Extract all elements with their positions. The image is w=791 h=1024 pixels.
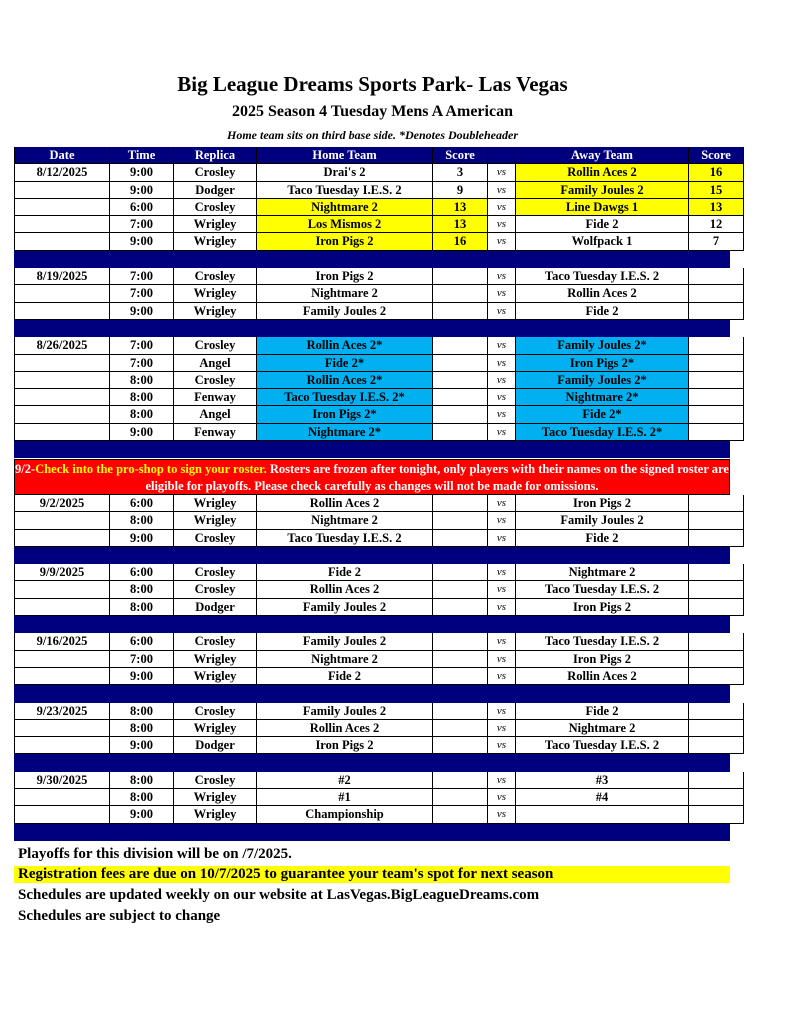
field-cell: Dodger <box>174 737 257 754</box>
table-row <box>14 216 730 233</box>
header-home-score: Score <box>433 147 488 164</box>
time-cell: 8:00 <box>110 599 174 616</box>
week-separator <box>14 824 730 841</box>
table-row <box>14 720 730 737</box>
table-row <box>14 389 730 406</box>
away-team-cell: Iron Pigs 2* <box>516 355 689 372</box>
time-cell: 9:00 <box>110 303 174 320</box>
table-header-row <box>14 147 730 164</box>
date-cell <box>14 737 110 754</box>
vs-cell: vs <box>488 182 516 199</box>
time-cell: 7:00 <box>110 355 174 372</box>
field-cell: Crosley <box>174 164 257 181</box>
date-cell <box>14 303 110 320</box>
table-row <box>14 233 730 250</box>
away-score-cell: 12 <box>689 216 744 233</box>
away-team-cell: Iron Pigs 2 <box>516 495 689 512</box>
time-cell: 8:00 <box>110 581 174 598</box>
vs-cell: vs <box>488 303 516 320</box>
vs-cell: vs <box>488 806 516 823</box>
home-team-note: Home team sits on third base side. *Denotes Doubleheader <box>227 128 518 142</box>
field-cell: Crosley <box>174 772 257 789</box>
date-cell <box>14 216 110 233</box>
week-separator <box>14 754 730 771</box>
field-cell: Dodger <box>174 182 257 199</box>
field-cell: Crosley <box>174 581 257 598</box>
week-separator <box>14 547 730 564</box>
home-score-cell <box>433 406 488 423</box>
away-score-cell <box>689 424 744 441</box>
home-team-cell: Taco Tuesday I.E.S. 2 <box>257 182 433 199</box>
away-score-cell <box>689 268 744 285</box>
away-score-cell <box>689 372 744 389</box>
home-score-cell <box>433 530 488 547</box>
away-team-cell: Taco Tuesday I.E.S. 2 <box>516 633 689 650</box>
home-score-cell <box>433 564 488 581</box>
home-team-cell: Taco Tuesday I.E.S. 2* <box>257 389 433 406</box>
away-team-cell: Family Joules 2* <box>516 372 689 389</box>
away-team-cell: Taco Tuesday I.E.S. 2 <box>516 737 689 754</box>
table-row <box>14 268 730 285</box>
date-cell <box>14 806 110 823</box>
time-cell: 9:00 <box>110 424 174 441</box>
time-cell: 9:00 <box>110 737 174 754</box>
page-subtitle: 2025 Season 4 Tuesday Mens A American <box>232 103 513 120</box>
time-cell: 8:00 <box>110 372 174 389</box>
away-team-cell: Family Joules 2 <box>516 182 689 199</box>
home-score-cell <box>433 337 488 354</box>
away-score-cell <box>689 651 744 668</box>
away-team-cell: Family Joules 2 <box>516 512 689 529</box>
home-team-cell: Nightmare 2 <box>257 651 433 668</box>
table-row <box>14 703 730 720</box>
date-cell <box>14 424 110 441</box>
notice-highlight: Check into the pro-shop to sign your roster. <box>35 462 267 476</box>
home-score-cell <box>433 268 488 285</box>
table-row <box>14 303 730 320</box>
home-team-cell: Fide 2 <box>257 564 433 581</box>
date-cell <box>14 789 110 806</box>
vs-cell: vs <box>488 633 516 650</box>
home-team-cell: Nightmare 2* <box>257 424 433 441</box>
vs-cell: vs <box>488 337 516 354</box>
away-score-cell <box>689 599 744 616</box>
away-team-cell: Rollin Aces 2 <box>516 668 689 685</box>
vs-cell: vs <box>488 268 516 285</box>
away-score-cell <box>689 303 744 320</box>
website-note: Schedules are updated weekly on our website at LasVegas.BigLeagueDreams.com <box>18 887 540 903</box>
home-team-cell: Taco Tuesday I.E.S. 2 <box>257 530 433 547</box>
vs-cell: vs <box>488 372 516 389</box>
week-separator <box>14 251 730 268</box>
table-row <box>14 285 730 302</box>
away-score-cell <box>689 703 744 720</box>
schedule-rows-september <box>14 495 730 841</box>
registration-note: Registration fees are due on 10/7/2025 to guarantee your team's spot for next season <box>14 866 730 883</box>
away-score-cell <box>689 668 744 685</box>
vs-cell: vs <box>488 424 516 441</box>
home-score-cell <box>433 737 488 754</box>
table-row <box>14 495 730 512</box>
field-cell: Crosley <box>174 530 257 547</box>
time-cell: 9:00 <box>110 164 174 181</box>
away-team-cell: #4 <box>516 789 689 806</box>
home-team-cell: Nightmare 2 <box>257 512 433 529</box>
away-score-cell: 7 <box>689 233 744 250</box>
field-cell: Crosley <box>174 337 257 354</box>
away-team-cell: Nightmare 2 <box>516 564 689 581</box>
time-cell: 9:00 <box>110 668 174 685</box>
date-cell <box>14 581 110 598</box>
field-cell: Wrigley <box>174 512 257 529</box>
away-team-cell: Family Joules 2* <box>516 337 689 354</box>
away-score-cell <box>689 337 744 354</box>
away-score-cell <box>689 530 744 547</box>
date-cell <box>14 599 110 616</box>
field-cell: Angel <box>174 406 257 423</box>
table-row <box>14 372 730 389</box>
time-cell: 8:00 <box>110 389 174 406</box>
home-score-cell <box>433 599 488 616</box>
time-cell: 6:00 <box>110 564 174 581</box>
home-score-cell: 13 <box>433 216 488 233</box>
home-team-cell: Iron Pigs 2* <box>257 406 433 423</box>
field-cell: Wrigley <box>174 233 257 250</box>
schedule-change-note: Schedules are subject to change <box>18 908 221 924</box>
away-team-cell: Fide 2 <box>516 303 689 320</box>
home-score-cell <box>433 651 488 668</box>
home-score-cell <box>433 372 488 389</box>
away-team-cell: Rollin Aces 2 <box>516 285 689 302</box>
table-row <box>14 581 730 598</box>
home-score-cell: 13 <box>433 199 488 216</box>
away-score-cell <box>689 564 744 581</box>
home-team-cell: Championship <box>257 806 433 823</box>
field-cell: Dodger <box>174 599 257 616</box>
date-cell <box>14 720 110 737</box>
away-team-cell: Iron Pigs 2 <box>516 599 689 616</box>
field-cell: Wrigley <box>174 668 257 685</box>
home-score-cell: 3 <box>433 164 488 181</box>
table-row <box>14 599 730 616</box>
vs-cell: vs <box>488 668 516 685</box>
field-cell: Wrigley <box>174 303 257 320</box>
vs-cell: vs <box>488 772 516 789</box>
table-row <box>14 199 730 216</box>
table-row <box>14 789 730 806</box>
date-cell: 8/12/2025 <box>14 164 110 181</box>
table-row <box>14 564 730 581</box>
week-separator <box>14 441 730 458</box>
field-cell: Crosley <box>174 268 257 285</box>
date-cell <box>14 199 110 216</box>
field-cell: Crosley <box>174 703 257 720</box>
header-away-score: Score <box>689 147 744 164</box>
field-cell: Fenway <box>174 389 257 406</box>
table-row <box>14 406 730 423</box>
header-away-team: Away Team <box>516 147 689 164</box>
vs-cell: vs <box>488 164 516 181</box>
home-score-cell <box>433 424 488 441</box>
header-time: Time <box>110 147 174 164</box>
vs-cell: vs <box>488 355 516 372</box>
vs-cell: vs <box>488 564 516 581</box>
home-score-cell <box>433 703 488 720</box>
home-score-cell <box>433 633 488 650</box>
date-cell: 9/2/2025 <box>14 495 110 512</box>
table-row <box>14 651 730 668</box>
date-cell: 9/16/2025 <box>14 633 110 650</box>
notice-date: 9/2- <box>15 462 36 476</box>
home-team-cell: Fide 2* <box>257 355 433 372</box>
table-row <box>14 772 730 789</box>
vs-cell: vs <box>488 530 516 547</box>
date-cell <box>14 355 110 372</box>
table-row <box>14 355 730 372</box>
schedule-table <box>14 147 730 458</box>
home-team-cell: Nightmare 2 <box>257 199 433 216</box>
away-team-cell: Taco Tuesday I.E.S. 2 <box>516 581 689 598</box>
home-team-cell: #1 <box>257 789 433 806</box>
home-team-cell: Iron Pigs 2 <box>257 233 433 250</box>
page-title: Big League Dreams Sports Park- Las Vegas <box>177 72 568 96</box>
vs-cell: vs <box>488 703 516 720</box>
away-team-cell: Line Dawgs 1 <box>516 199 689 216</box>
date-cell: 8/19/2025 <box>14 268 110 285</box>
home-score-cell <box>433 806 488 823</box>
date-cell <box>14 512 110 529</box>
date-cell <box>14 233 110 250</box>
date-cell: 9/23/2025 <box>14 703 110 720</box>
vs-cell: vs <box>488 789 516 806</box>
home-score-cell <box>433 303 488 320</box>
vs-cell: vs <box>488 720 516 737</box>
away-score-cell <box>689 406 744 423</box>
away-team-cell: Iron Pigs 2 <box>516 651 689 668</box>
table-row <box>14 512 730 529</box>
field-cell: Crosley <box>174 199 257 216</box>
home-team-cell: Iron Pigs 2 <box>257 737 433 754</box>
table-row <box>14 424 730 441</box>
time-cell: 7:00 <box>110 285 174 302</box>
home-team-cell: Rollin Aces 2 <box>257 495 433 512</box>
away-team-cell: Fide 2 <box>516 216 689 233</box>
roster-notice-banner <box>14 459 730 495</box>
date-cell: 9/9/2025 <box>14 564 110 581</box>
away-score-cell <box>689 772 744 789</box>
away-team-cell: Nightmare 2 <box>516 720 689 737</box>
away-team-cell: Taco Tuesday I.E.S. 2* <box>516 424 689 441</box>
home-team-cell: Family Joules 2 <box>257 599 433 616</box>
time-cell: 8:00 <box>110 703 174 720</box>
time-cell: 6:00 <box>110 495 174 512</box>
table-row <box>14 337 730 354</box>
notice-text: Rosters are frozen after tonight, only players with their names on the signed roster are eligible for playoffs. Please check carefully as changes will not be made for omissions. <box>145 462 729 493</box>
vs-cell: vs <box>488 737 516 754</box>
field-cell: Angel <box>174 355 257 372</box>
date-cell <box>14 668 110 685</box>
vs-cell: vs <box>488 199 516 216</box>
home-team-cell: Family Joules 2 <box>257 303 433 320</box>
week-separator <box>14 616 730 633</box>
time-cell: 7:00 <box>110 337 174 354</box>
header-home-team: Home Team <box>257 147 433 164</box>
away-score-cell <box>689 737 744 754</box>
playoffs-note: Playoffs for this division will be on /7/2025. <box>18 846 292 862</box>
table-row <box>14 737 730 754</box>
table-row <box>14 164 730 181</box>
date-cell <box>14 182 110 199</box>
away-score-cell <box>689 789 744 806</box>
schedule-table-continued <box>14 495 730 841</box>
away-team-cell: #3 <box>516 772 689 789</box>
home-score-cell <box>433 720 488 737</box>
away-team-cell: Taco Tuesday I.E.S. 2 <box>516 268 689 285</box>
vs-cell: vs <box>488 285 516 302</box>
home-score-cell <box>433 772 488 789</box>
date-cell: 8/26/2025 <box>14 337 110 354</box>
table-row <box>14 668 730 685</box>
home-team-cell: Family Joules 2 <box>257 633 433 650</box>
home-score-cell <box>433 512 488 529</box>
away-team-cell <box>516 806 689 823</box>
home-score-cell <box>433 389 488 406</box>
away-team-cell: Nightmare 2* <box>516 389 689 406</box>
field-cell: Wrigley <box>174 651 257 668</box>
away-team-cell: Fide 2 <box>516 530 689 547</box>
time-cell: 9:00 <box>110 530 174 547</box>
home-team-cell: Family Joules 2 <box>257 703 433 720</box>
away-score-cell: 16 <box>689 164 744 181</box>
away-score-cell <box>689 355 744 372</box>
date-cell <box>14 530 110 547</box>
date-cell: 9/30/2025 <box>14 772 110 789</box>
home-team-cell: #2 <box>257 772 433 789</box>
time-cell: 6:00 <box>110 199 174 216</box>
home-score-cell: 9 <box>433 182 488 199</box>
field-cell: Wrigley <box>174 806 257 823</box>
field-cell: Wrigley <box>174 495 257 512</box>
date-cell <box>14 372 110 389</box>
time-cell: 8:00 <box>110 720 174 737</box>
time-cell: 9:00 <box>110 182 174 199</box>
home-team-cell: Drai's 2 <box>257 164 433 181</box>
home-team-cell: Nightmare 2 <box>257 285 433 302</box>
date-cell <box>14 651 110 668</box>
home-score-cell <box>433 581 488 598</box>
away-score-cell <box>689 495 744 512</box>
home-team-cell: Rollin Aces 2* <box>257 372 433 389</box>
field-cell: Wrigley <box>174 720 257 737</box>
home-team-cell: Fide 2 <box>257 668 433 685</box>
header-replica: Replica <box>174 147 257 164</box>
home-team-cell: Rollin Aces 2 <box>257 581 433 598</box>
field-cell: Wrigley <box>174 216 257 233</box>
time-cell: 8:00 <box>110 512 174 529</box>
date-cell <box>14 406 110 423</box>
home-team-cell: Rollin Aces 2* <box>257 337 433 354</box>
table-row <box>14 806 730 823</box>
away-score-cell <box>689 720 744 737</box>
header-date: Date <box>14 147 110 164</box>
field-cell: Crosley <box>174 633 257 650</box>
time-cell: 9:00 <box>110 806 174 823</box>
away-score-cell <box>689 633 744 650</box>
away-team-cell: Wolfpack 1 <box>516 233 689 250</box>
home-score-cell <box>433 668 488 685</box>
time-cell: 8:00 <box>110 772 174 789</box>
away-score-cell <box>689 581 744 598</box>
vs-cell: vs <box>488 389 516 406</box>
field-cell: Crosley <box>174 564 257 581</box>
away-score-cell <box>689 389 744 406</box>
time-cell: 7:00 <box>110 216 174 233</box>
table-row <box>14 182 730 199</box>
home-score-cell <box>433 495 488 512</box>
home-score-cell <box>433 355 488 372</box>
date-cell <box>14 285 110 302</box>
date-cell <box>14 389 110 406</box>
away-team-cell: Rollin Aces 2 <box>516 164 689 181</box>
time-cell: 8:00 <box>110 789 174 806</box>
away-score-cell <box>689 285 744 302</box>
away-score-cell <box>689 512 744 529</box>
home-team-cell: Rollin Aces 2 <box>257 720 433 737</box>
vs-cell: vs <box>488 581 516 598</box>
away-team-cell: Fide 2 <box>516 703 689 720</box>
vs-cell: vs <box>488 599 516 616</box>
time-cell: 9:00 <box>110 233 174 250</box>
time-cell: 8:00 <box>110 406 174 423</box>
home-team-cell: Iron Pigs 2 <box>257 268 433 285</box>
vs-cell: vs <box>488 406 516 423</box>
vs-cell: vs <box>488 216 516 233</box>
time-cell: 7:00 <box>110 268 174 285</box>
vs-cell: vs <box>488 512 516 529</box>
home-team-cell: Los Mismos 2 <box>257 216 433 233</box>
away-score-cell: 13 <box>689 199 744 216</box>
field-cell: Fenway <box>174 424 257 441</box>
table-row <box>14 530 730 547</box>
away-score-cell: 15 <box>689 182 744 199</box>
field-cell: Wrigley <box>174 285 257 302</box>
away-score-cell <box>689 806 744 823</box>
week-separator <box>14 685 730 702</box>
time-cell: 6:00 <box>110 633 174 650</box>
header-vs <box>488 147 516 164</box>
vs-cell: vs <box>488 233 516 250</box>
table-row <box>14 633 730 650</box>
vs-cell: vs <box>488 495 516 512</box>
home-score-cell <box>433 285 488 302</box>
field-cell: Wrigley <box>174 789 257 806</box>
field-cell: Crosley <box>174 372 257 389</box>
week-separator <box>14 320 730 337</box>
vs-cell: vs <box>488 651 516 668</box>
schedule-rows-august <box>14 164 730 458</box>
time-cell: 7:00 <box>110 651 174 668</box>
home-score-cell <box>433 789 488 806</box>
home-score-cell: 16 <box>433 233 488 250</box>
away-team-cell: Fide 2* <box>516 406 689 423</box>
